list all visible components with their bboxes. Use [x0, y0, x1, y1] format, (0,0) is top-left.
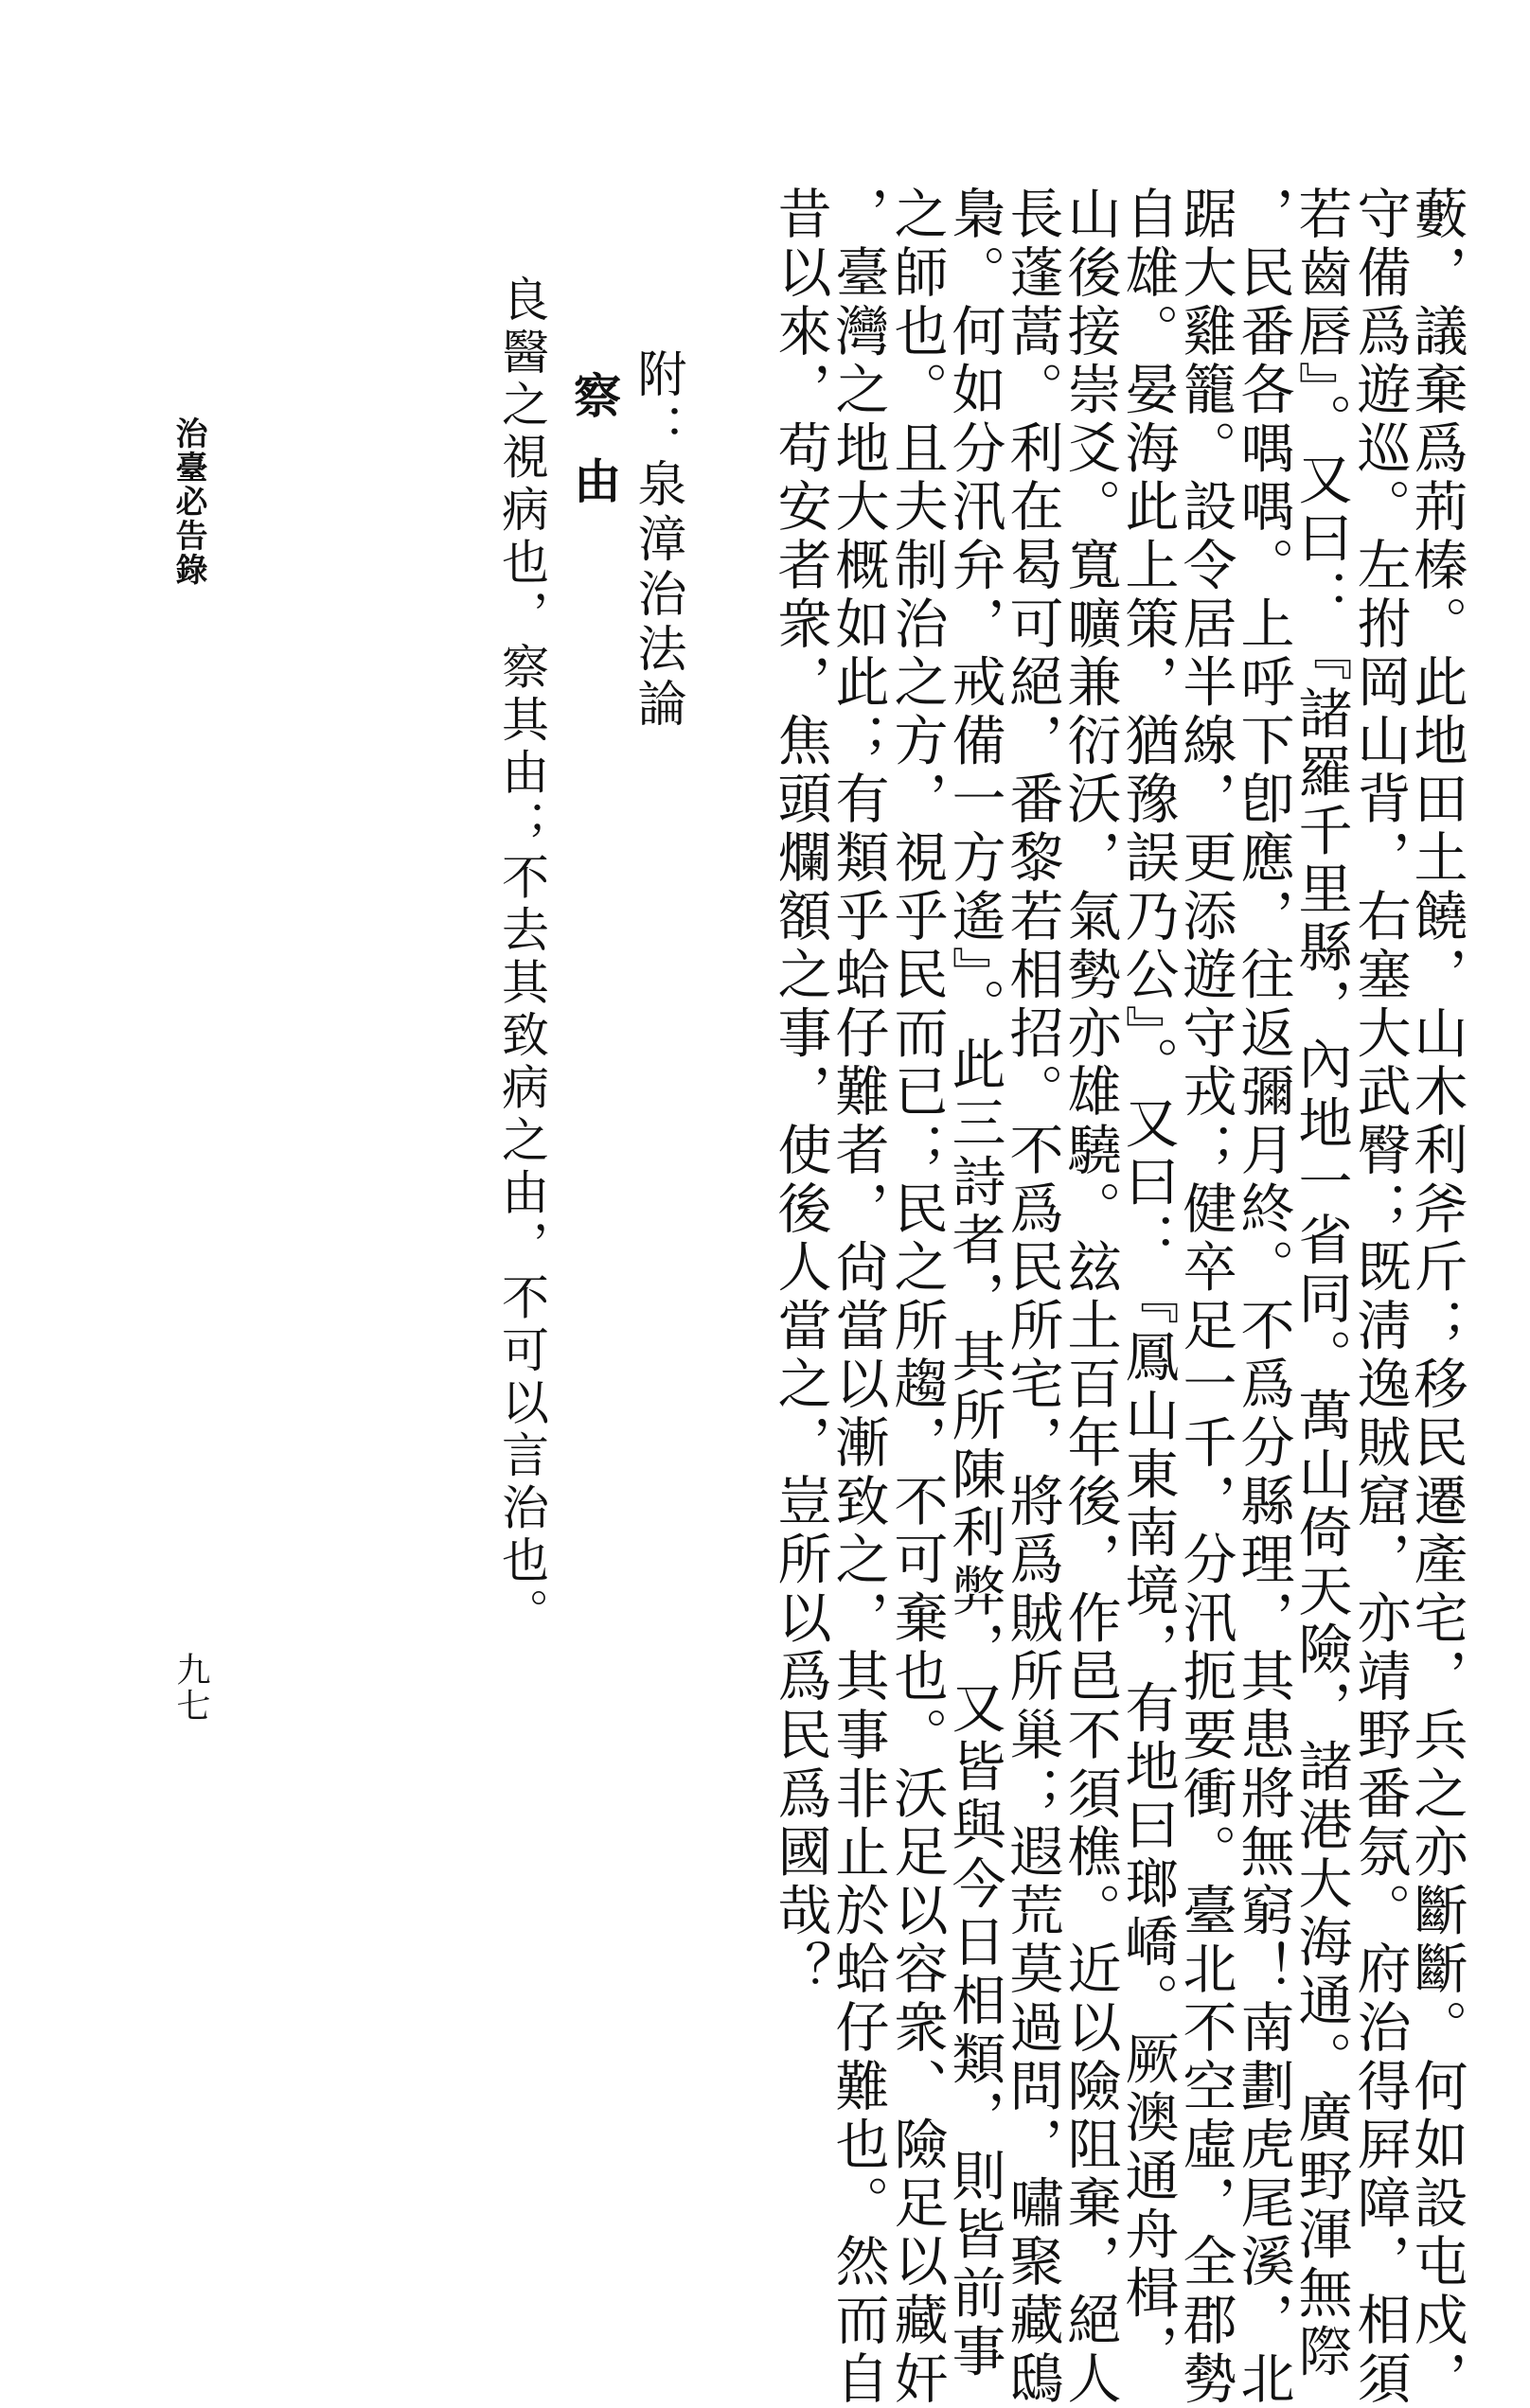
text-column-12: 昔以來，苟安者衆，焦頭爛額之事，使後人當之，豈所以爲民爲國哉？ [769, 186, 831, 1999]
running-title: 治臺必告錄 [169, 416, 207, 587]
text-column-4: ，民番各喁喁。上呼下卽應，往返彌月終。不爲分縣理，其患將無窮！南劃虎尾溪，北 [1232, 186, 1294, 2408]
case-heading: 察由 [566, 371, 622, 541]
text-column-9: 梟。何如分汛弁，戒備一方遙』。此三詩者，其所陳利弊，又皆與今日相類，則皆前事 [943, 186, 1005, 2381]
appendix-title: 附：泉漳治法論 [629, 348, 685, 733]
text-column-10: 之師也。且夫制治之方，視乎民而已；民之所趨，不可棄也。沃足以容衆、險足以藏奸 [885, 186, 948, 2408]
text-column-11: ，臺灣之地大概如此；有類乎蛤仔難者，尙當以漸致之，其事非止於蛤仔難也。然而自 [827, 186, 889, 2408]
text-column-7: 山後接崇爻。寬曠兼衍沃，氣勢亦雄驍。玆土百年後，作邑不須樵。近以險阻棄，絕人 [1059, 186, 1121, 2408]
page-number: 九七 [171, 1652, 210, 1724]
text-column-2: 守備爲遊巡。左拊岡山背，右塞大武臀；既淸逸賊窟，亦靖野番氛。府治得屛障，相須 [1348, 186, 1411, 2408]
text-column-5: 踞大雞籠。設令居半線，更添遊守戎；健卒足一千，分汛扼要衝。臺北不空虛，全郡勢 [1174, 186, 1236, 2408]
text-column-3: 若齒唇』。又曰：『諸羅千里縣，內地一省同。萬山倚天險，諸港大海通。廣野渾無際 [1290, 186, 1352, 2381]
text-column-1: 藪，議棄爲荊榛。此地田土饒，山木利斧斤；移民遷產宅，兵之亦斷斷。何如設屯戍， [1405, 186, 1468, 2408]
case-text: 良醫之視病也，察其由；不去其致病之由，不可以言治也。 [494, 274, 549, 1640]
text-column-8: 長蓬蒿。利在曷可絕，番黎若相招。不爲民所宅，將爲賊所巢；遐荒莫過問，嘯聚藏鴟 [1001, 186, 1063, 2408]
text-column-6: 自雄。晏海此上策，猶豫誤乃公』。又曰：『鳳山東南境，有地曰瑯嶠。厥澳通舟楫， [1116, 186, 1179, 2381]
